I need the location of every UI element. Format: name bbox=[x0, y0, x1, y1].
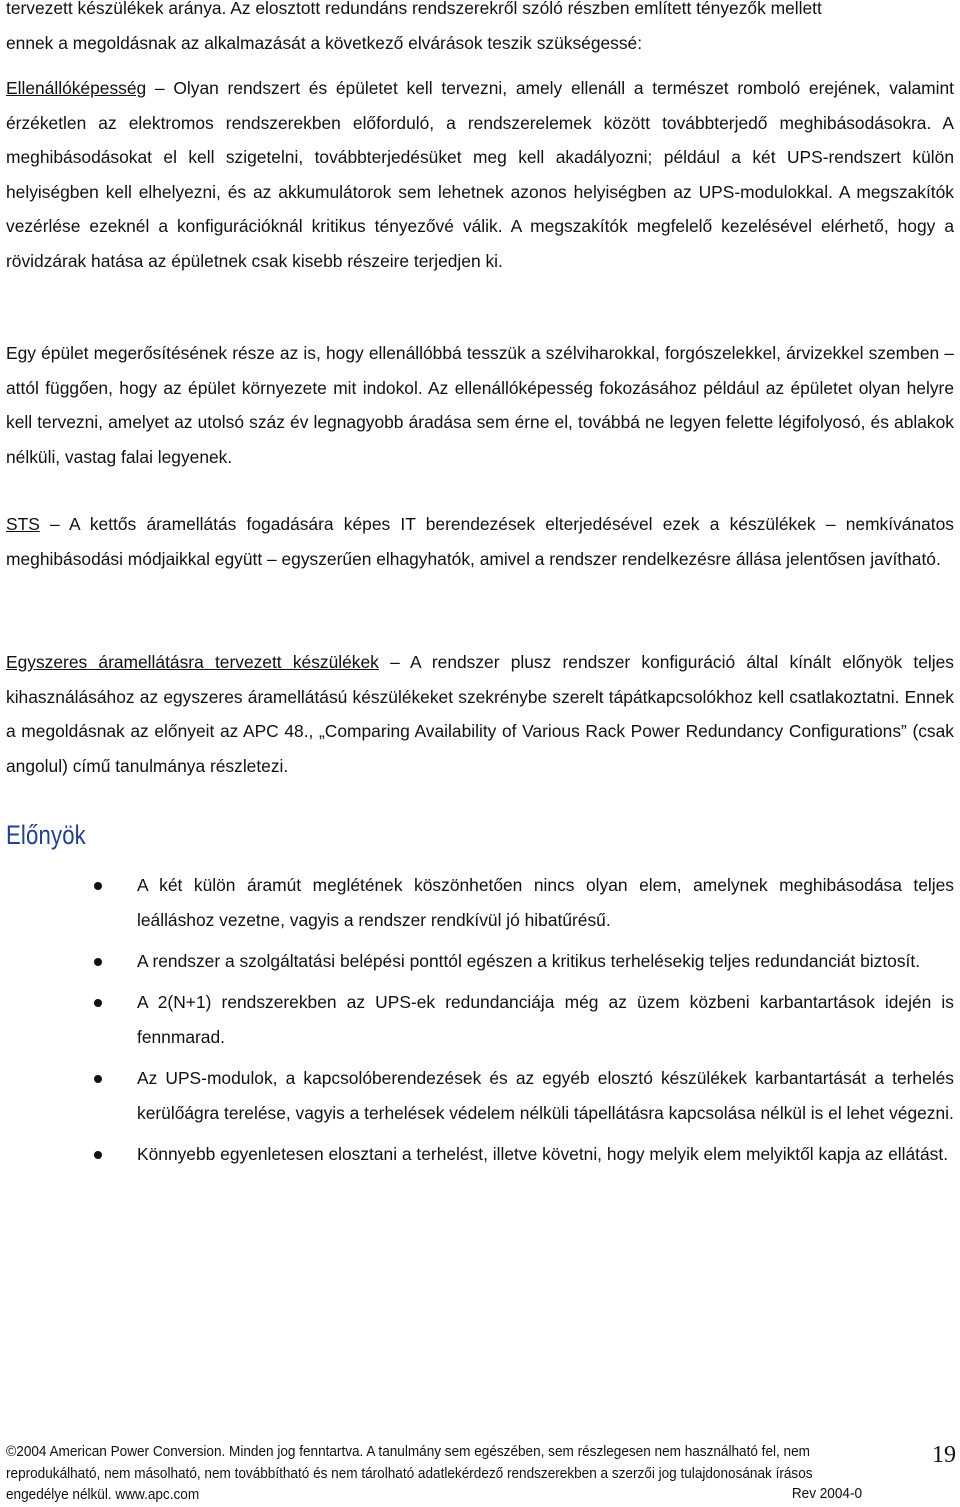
revision-label: Rev 2004-0 bbox=[791, 1486, 863, 1502]
copyright-symbol: © bbox=[6, 1443, 17, 1460]
page-footer bbox=[6, 1441, 888, 1507]
bullet-icon bbox=[94, 1151, 102, 1159]
single-corded-paragraph bbox=[6, 645, 954, 783]
footer-text-1: 2004 American Power Conversion. Minden jog fenntartva. A tanulmány sem egészében, sem részlegesen nem használható fel, nem bbox=[16, 1444, 810, 1460]
intro-line-1: tervezett készülékek aránya. Az elosztott redundáns rendszerekről szóló részben említett tényezők mellett bbox=[6, 0, 822, 18]
footer-line-3: engedélye nélkül. www.apc.com bbox=[6, 1487, 200, 1503]
list-item bbox=[6, 985, 954, 1055]
footer-line-1 bbox=[6, 1441, 888, 1464]
list-item-text: A rendszer a szolgáltatási belépési ponttól egészen a kritikus terhelésekig teljes redundanciát biztosít. bbox=[137, 951, 921, 971]
list-item bbox=[6, 1061, 954, 1131]
single-corded-term: Egyszeres áramellátásra tervezett készülékek bbox=[6, 652, 379, 672]
bullet-icon bbox=[94, 1075, 102, 1083]
resilience-paragraph bbox=[6, 71, 954, 278]
list-item-text: A 2(N+1) rendszerekben az UPS-ek redundanciája még az üzem közbeni karbantartások idején is fennmarad. bbox=[137, 992, 954, 1047]
list-item bbox=[6, 1137, 954, 1172]
section-heading: Előnyök bbox=[6, 820, 86, 850]
building-text: Egy épület megerősítésének része az is, hogy ellenállóbbá tesszük a szélviharokkal, forgószelekkel, árvizekkel szemben – attól függően, hogy az épület környezete mit indokol. Az ellenállóképesség fokozásához például az épületet olyan helyre kell tervezni, amelyet az utolsó száz év legnagyobb áradása sem érne el, továbbá ne legyen felette légifolyosó, és ablakok nélküli, vastag falai legyenek. bbox=[6, 343, 954, 467]
intro-line-2: ennek a megoldásnak az alkalmazását a következő elvárások teszik szükségessé: bbox=[6, 32, 643, 53]
list-item bbox=[6, 944, 954, 979]
page-number: 19 bbox=[932, 1442, 956, 1468]
sts-text: – A kettős áramellátás fogadására képes IT berendezések elterjedésével ezek a készülékek – nemkívánatos meghibásodási módjaikkal együtt – egyszerűen elhagyhatók, amivel a rendszer rendelkezésre állása jelentősen javítható. bbox=[6, 514, 954, 569]
single-corded-text: – A rendszer plusz rendszer konfiguráció által kínált előnyök teljes kihasználásához az egyszeres áramellátású készülékeket szekrénybe szerelt tápátkapcsolókhoz kell csatlakoztatni. Ennek a megoldásnak az előnyeit az APC 48., „Comparing Availability of Various Rack Power Redundancy Configurations” (csak angolul) című tanulmánya részletezi. bbox=[6, 652, 954, 776]
resilience-text: Olyan rendszert és épületet kell tervezni, amely ellenáll a természet romboló erejének, valamint érzéketlen az elektromos rendszerekben előforduló, a rendszerelemek között továbbterjedő meghibásodásokra. A meghibásodásokat el kell szigetelni, továbbterjedésüket meg kell akadályozni; például a két UPS-rendszert külön helyiségben kell elhelyezni, és az akkumulátorok sem lehetnek azonos helyiségben az UPS-modulokkal. A megszakítók vezérlése ezeknél a konfigurációknál kritikus tényezővé válik. A megszakítók megfelelő kezelésével elérhető, hogy a rövidzárak hatása az épületnek csak kisebb részeire terjedjen ki. bbox=[6, 78, 954, 271]
sts-term: STS bbox=[6, 514, 40, 534]
bullet-icon bbox=[94, 999, 102, 1007]
bullet-icon bbox=[94, 882, 102, 890]
bullet-icon bbox=[94, 958, 102, 966]
list-item-text: Könnyebb egyenletesen elosztani a terhelést, illetve követni, hogy melyik elem melyiktől kapja az ellátást. bbox=[137, 1144, 949, 1164]
building-paragraph bbox=[6, 336, 954, 474]
list-item-text: A két külön áramút meglétének köszönhetően nincs olyan elem, amelynek meghibásodása teljes leálláshoz vezetne, vagyis a rendszer rendkívül jó hibatűrésű. bbox=[137, 875, 954, 930]
footer-line-2: reprodukálható, nem másolható, nem továbbítható és nem tárolható adatlekérdező rendszerekben a szerzői jog tulajdonosának írásos bbox=[6, 1465, 813, 1482]
advantages-list bbox=[6, 868, 954, 1172]
resilience-term: Ellenállóképesség bbox=[6, 78, 147, 98]
list-item-text: Az UPS-modulok, a kapcsolóberendezések és az egyéb elosztó készülékek karbantartását a terhelés kerülőágra terelése, vagyis a terhelések védelem nélküli tápellátásra kapcsolása nélkül is el lehet végezni. bbox=[137, 1068, 954, 1123]
resilience-dash: – bbox=[154, 78, 165, 98]
sts-paragraph bbox=[6, 507, 954, 576]
intro-paragraph bbox=[6, 0, 954, 60]
list-item bbox=[6, 868, 954, 938]
